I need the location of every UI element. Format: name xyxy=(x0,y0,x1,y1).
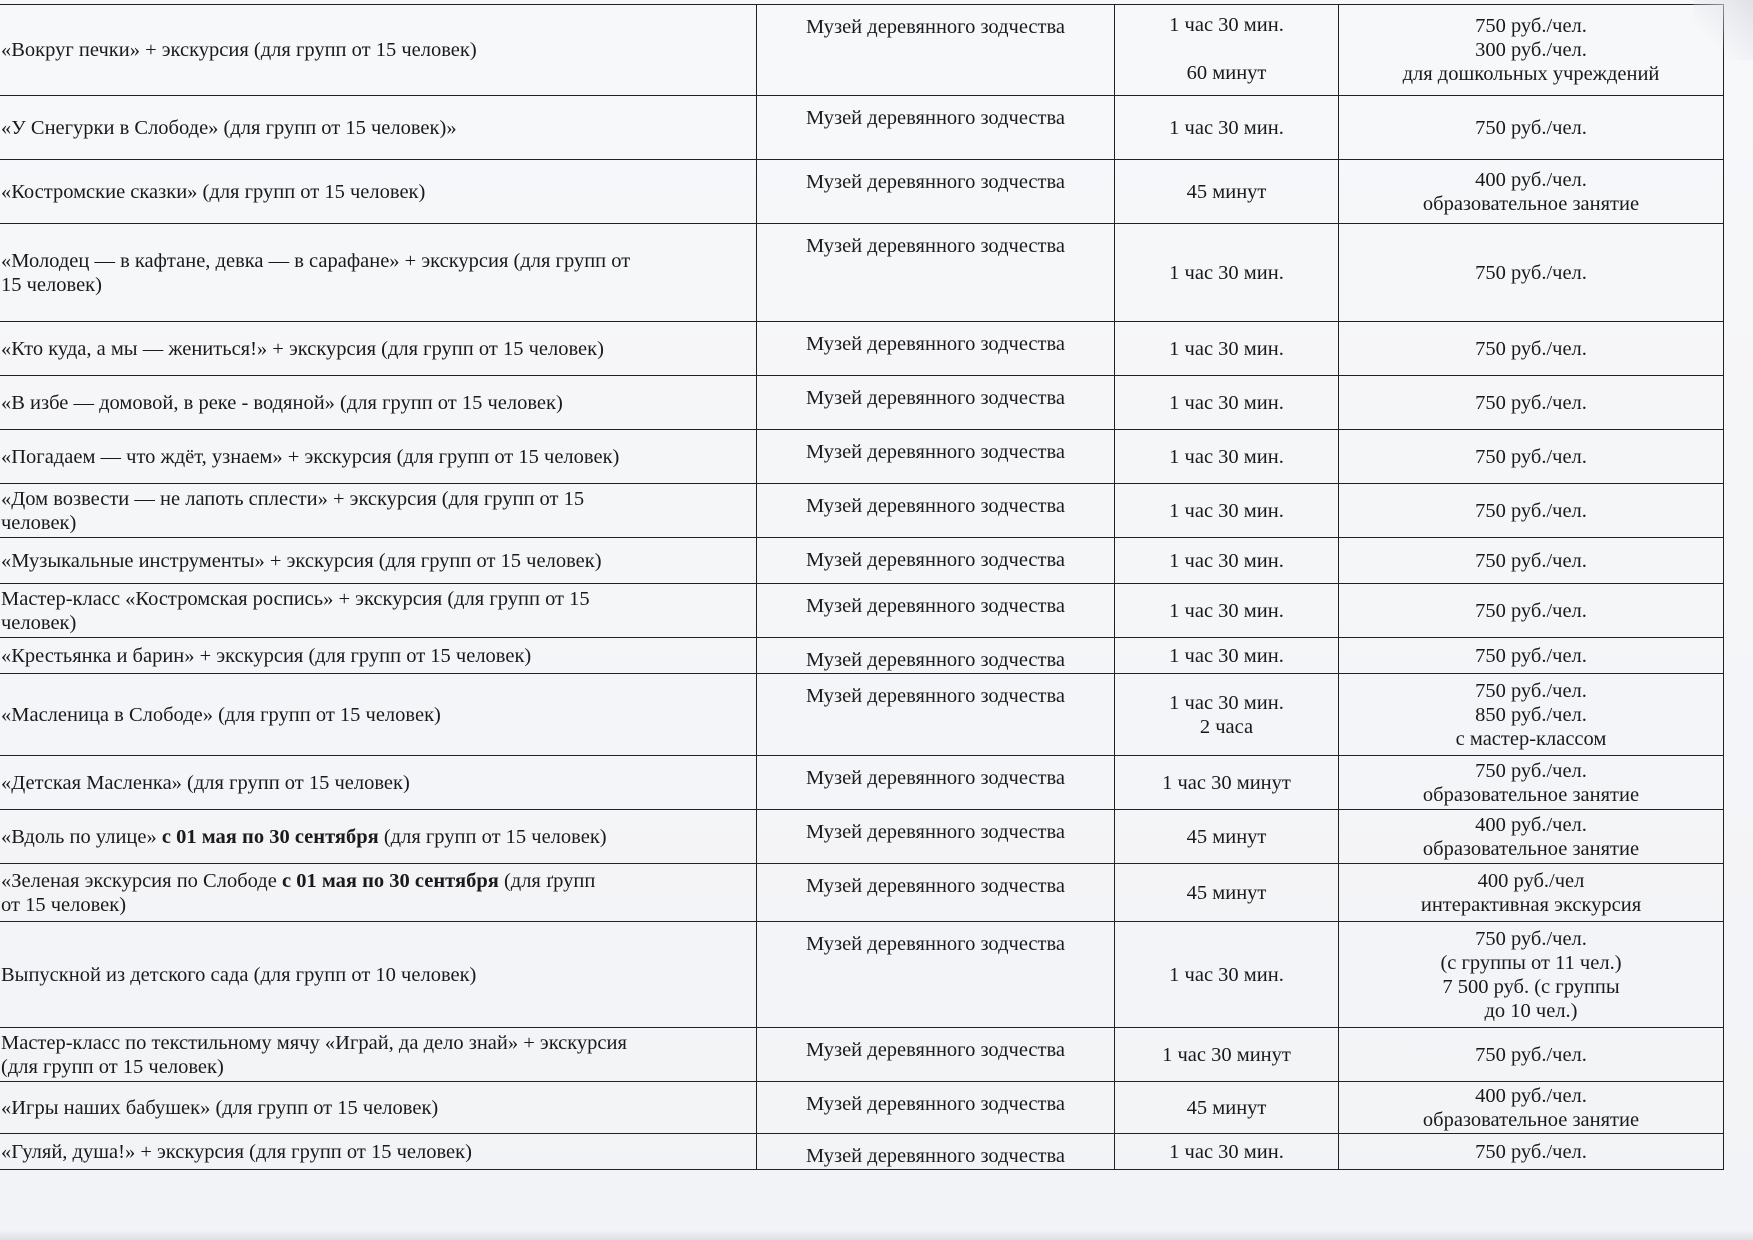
program-name-line: «Костромские сказки» (для групп от 15 человек) xyxy=(1,180,426,203)
table-row xyxy=(0,1134,1724,1170)
price-line: 750 руб./чел. xyxy=(1475,1043,1587,1066)
venue-cell xyxy=(757,538,1115,584)
price-cell xyxy=(1339,922,1724,1028)
price-cell xyxy=(1339,756,1724,810)
price-line: до 10 чел.) xyxy=(1484,999,1578,1022)
duration-cell xyxy=(1115,638,1339,674)
program-name-cell xyxy=(0,224,757,322)
duration-line: 1 час 30 минут xyxy=(1162,1043,1291,1066)
venue-cell xyxy=(757,674,1115,756)
program-name-line: «Масленица в Слободе» (для групп от 15 человек) xyxy=(1,703,441,726)
table-row xyxy=(0,224,1724,322)
program-name-cell xyxy=(0,1028,757,1082)
price-cell xyxy=(1339,5,1724,96)
price-cell xyxy=(1339,864,1724,922)
program-name-cell xyxy=(0,864,757,922)
venue-text: Музей деревянного зодчества xyxy=(806,1093,1065,1115)
price-cell xyxy=(1339,638,1724,674)
table-row xyxy=(0,810,1724,864)
program-name-line: от 15 человек) xyxy=(1,893,127,916)
venue-cell xyxy=(757,638,1115,674)
program-name-cell xyxy=(0,584,757,638)
venue-text: Музей деревянного зодчества xyxy=(806,595,1065,617)
price-cell xyxy=(1339,96,1724,160)
venue-text: Музей деревянного зодчества xyxy=(806,1039,1065,1061)
program-date-range: с 01 мая по 30 сентября xyxy=(161,825,379,848)
duration-line: 1 час 30 мин. xyxy=(1169,116,1284,139)
price-cell xyxy=(1339,538,1724,584)
duration-cell xyxy=(1115,864,1339,922)
duration-cell xyxy=(1115,584,1339,638)
duration-line: 1 час 30 мин. xyxy=(1169,499,1284,522)
price-line: 400 руб./чел. xyxy=(1475,813,1587,836)
price-line: образовательное занятие xyxy=(1422,192,1640,215)
program-name-line: (для групп от 15 человек) xyxy=(1,1055,224,1078)
venue-text: Музей деревянного зодчества xyxy=(806,1145,1065,1167)
duration-line: 1 час 30 мин. xyxy=(1169,391,1284,414)
duration-cell xyxy=(1115,1082,1339,1134)
duration-line: 1 час 30 мин. xyxy=(1169,337,1284,360)
price-cell xyxy=(1339,430,1724,484)
program-name-cell xyxy=(0,160,757,224)
program-name-cell xyxy=(0,922,757,1028)
duration-line: 1 час 30 мин. xyxy=(1169,549,1284,572)
price-line: 750 руб./чел. xyxy=(1475,15,1587,37)
program-name-text: «Вдоль по улице» xyxy=(1,825,162,848)
program-name-cell xyxy=(0,322,757,376)
venue-cell xyxy=(757,5,1115,96)
duration-cell xyxy=(1115,322,1339,376)
program-name-line: Мастер-класс по текстильному мячу «Играй, да дело знай» + экскурсия xyxy=(1,1031,627,1054)
table-row xyxy=(0,638,1724,674)
duration-line: 1 час 30 мин. xyxy=(1169,644,1284,667)
program-name-line: «Кто куда, а мы — жениться!» + экскурсия (для групп от 15 человек) xyxy=(1,337,604,360)
duration-line: 60 минут xyxy=(1186,62,1267,84)
program-date-range: с 01 мая по 30 сентября xyxy=(281,869,499,892)
venue-cell xyxy=(757,1134,1115,1170)
program-name-line: Выпускной из детского сада (для групп от 10 человек) xyxy=(1,963,477,986)
venue-text: Музей деревянного зодчества xyxy=(806,685,1065,707)
price-cell xyxy=(1339,584,1724,638)
price-line: образовательное занятие xyxy=(1422,783,1640,806)
price-line: 750 руб./чел. xyxy=(1475,391,1587,414)
price-cell xyxy=(1339,810,1724,864)
venue-cell xyxy=(757,864,1115,922)
duration-cell xyxy=(1115,96,1339,160)
program-name-line: «В избе — домовой, в реке - водяной» (для групп от 15 человек) xyxy=(1,391,563,414)
price-line: 300 руб./чел. xyxy=(1475,39,1587,61)
price-line: 750 руб./чел. xyxy=(1475,261,1587,284)
venue-cell xyxy=(757,1082,1115,1134)
venue-text: Музей деревянного зодчества xyxy=(806,107,1065,129)
table-row xyxy=(0,922,1724,1028)
table-row xyxy=(0,96,1724,160)
scan-corner-shadow xyxy=(1693,0,1753,60)
duration-line: 45 минут xyxy=(1186,1096,1267,1119)
venue-cell xyxy=(757,756,1115,810)
table-row xyxy=(0,322,1724,376)
program-name-cell xyxy=(0,376,757,430)
duration-line: 45 минут xyxy=(1186,180,1267,203)
price-line: для дошкольных учреждений xyxy=(1402,63,1660,85)
program-name-cell xyxy=(0,756,757,810)
duration-line: 45 минут xyxy=(1186,825,1267,848)
price-cell xyxy=(1339,1134,1724,1170)
price-line: 750 руб./чел. xyxy=(1475,759,1587,782)
program-name-line: «Погадаем — что ждёт, узнаем» + экскурсия (для групп от 15 человек) xyxy=(1,445,620,468)
price-line: 750 руб./чел. xyxy=(1475,644,1587,667)
spacer-line xyxy=(1119,37,1334,61)
duration-line: 2 часа xyxy=(1199,715,1254,738)
venue-text: Музей деревянного зодчества xyxy=(806,387,1065,409)
duration-cell xyxy=(1115,430,1339,484)
program-name-line: 15 человек) xyxy=(1,273,102,296)
table-row xyxy=(0,1028,1724,1082)
scan-bottom-edge xyxy=(0,1230,1753,1240)
duration-cell xyxy=(1115,484,1339,538)
venue-text: Музей деревянного зодчества xyxy=(806,235,1065,257)
price-line: 400 руб./чел xyxy=(1477,869,1585,892)
excursion-price-table xyxy=(0,4,1724,1170)
program-name-line: «Музыкальные инструменты» + экскурсия (для групп от 15 человек) xyxy=(1,549,602,572)
program-name-line: «Вокруг печки» + экскурсия (для групп от 15 человек) xyxy=(1,39,477,61)
duration-line: 1 час 30 мин. xyxy=(1169,599,1284,622)
table-row xyxy=(0,376,1724,430)
duration-cell xyxy=(1115,5,1339,96)
program-name-line: Мастер-класс «Костромская роспись» + экскурсия (для групп от 15 xyxy=(1,587,590,610)
table-row xyxy=(0,584,1724,638)
program-name-line xyxy=(1,869,752,893)
price-line: (с группы от 11 чел.) xyxy=(1440,951,1622,974)
venue-text: Музей деревянного зодчества xyxy=(806,767,1065,789)
table-body xyxy=(0,5,1724,1170)
venue-cell xyxy=(757,96,1115,160)
price-cell xyxy=(1339,322,1724,376)
duration-line: 1 час 30 мин. xyxy=(1169,261,1284,284)
program-name-cell xyxy=(0,5,757,96)
price-line: образовательное занятие xyxy=(1422,1108,1640,1131)
duration-cell xyxy=(1115,1134,1339,1170)
venue-cell xyxy=(757,224,1115,322)
price-line: 750 руб./чел. xyxy=(1475,599,1587,622)
price-line: 750 руб./чел. xyxy=(1475,116,1587,139)
program-name-line: «Детская Масленка» (для групп от 15 человек) xyxy=(1,771,410,794)
price-line: 850 руб./чел. xyxy=(1475,703,1587,726)
program-name-line: «Крестьянка и барин» + экскурсия (для групп от 15 человек) xyxy=(1,644,532,667)
table-row xyxy=(0,756,1724,810)
table-row xyxy=(0,864,1724,922)
venue-text: Музей деревянного зодчества xyxy=(806,441,1065,463)
venue-text: Музей деревянного зодчества xyxy=(806,933,1065,955)
price-cell xyxy=(1339,376,1724,430)
table-row xyxy=(0,538,1724,584)
program-name-line xyxy=(1,825,752,849)
table-row xyxy=(0,1082,1724,1134)
program-name-cell xyxy=(0,674,757,756)
venue-cell xyxy=(757,430,1115,484)
venue-cell xyxy=(757,376,1115,430)
duration-cell xyxy=(1115,922,1339,1028)
program-name-cell xyxy=(0,538,757,584)
program-name-line: человек) xyxy=(1,611,77,634)
price-line: 750 руб./чел. xyxy=(1475,679,1587,702)
program-name-line: «Гуляй, душа!» + экскурсия (для групп от 15 человек) xyxy=(1,1140,472,1163)
venue-text: Музей деревянного зодчества xyxy=(806,333,1065,355)
price-cell xyxy=(1339,1028,1724,1082)
price-line: 750 руб./чел. xyxy=(1475,337,1587,360)
program-name-cell xyxy=(0,96,757,160)
duration-line: 1 час 30 мин. xyxy=(1169,14,1284,36)
program-name-cell xyxy=(0,430,757,484)
venue-text: Музей деревянного зодчества xyxy=(806,171,1065,193)
venue-cell xyxy=(757,322,1115,376)
program-name-cell xyxy=(0,810,757,864)
program-name-line: «Молодец — в кафтане, девка — в сарафане» + экскурсия (для групп от xyxy=(1,249,631,272)
venue-text: Музей деревянного зодчества xyxy=(806,549,1065,571)
price-line: 750 руб./чел. xyxy=(1475,445,1587,468)
program-name-line: «Игры наших бабушек» (для групп от 15 человек) xyxy=(1,1096,439,1119)
price-line: с мастер-классом xyxy=(1455,727,1607,750)
venue-cell xyxy=(757,160,1115,224)
price-line: 750 руб./чел. xyxy=(1475,549,1587,572)
venue-cell xyxy=(757,922,1115,1028)
price-line: 750 руб./чел. xyxy=(1475,1140,1587,1163)
program-name-cell xyxy=(0,484,757,538)
table-row xyxy=(0,484,1724,538)
price-line: 400 руб./чел. xyxy=(1475,1084,1587,1107)
price-line: 7 500 руб. (с группы xyxy=(1442,975,1620,998)
program-name-text: (для групп от 15 человек) xyxy=(378,825,607,848)
table-row xyxy=(0,160,1724,224)
price-cell xyxy=(1339,674,1724,756)
venue-cell xyxy=(757,584,1115,638)
table-row xyxy=(0,674,1724,756)
duration-cell xyxy=(1115,1028,1339,1082)
duration-line: 45 минут xyxy=(1186,881,1267,904)
price-cell xyxy=(1339,160,1724,224)
duration-cell xyxy=(1115,160,1339,224)
venue-text: Музей деревянного зодчества xyxy=(806,875,1065,897)
program-name-text: «Зеленая экскурсия по Слободе xyxy=(1,869,282,892)
duration-line: 1 час 30 мин. xyxy=(1169,691,1284,714)
price-line: 400 руб./чел. xyxy=(1475,168,1587,191)
table-row xyxy=(0,5,1724,96)
program-name-line: «У Снегурки в Слободе» (для групп от 15 человек)» xyxy=(1,116,457,139)
venue-text: Музей деревянного зодчества xyxy=(806,495,1065,517)
duration-cell xyxy=(1115,674,1339,756)
venue-cell xyxy=(757,484,1115,538)
venue-text: Музей деревянного зодчества xyxy=(806,821,1065,843)
venue-cell xyxy=(757,810,1115,864)
price-line: 750 руб./чел. xyxy=(1475,927,1587,950)
duration-line: 1 час 30 мин. xyxy=(1169,445,1284,468)
duration-line: 1 час 30 мин. xyxy=(1169,963,1284,986)
program-name-cell xyxy=(0,638,757,674)
price-line: 750 руб./чел. xyxy=(1475,499,1587,522)
price-cell xyxy=(1339,1082,1724,1134)
venue-text: Музей деревянного зодчества xyxy=(806,649,1065,671)
venue-text: Музей деревянного зодчества xyxy=(806,16,1065,38)
duration-cell xyxy=(1115,376,1339,430)
duration-cell xyxy=(1115,224,1339,322)
duration-line: 1 час 30 минут xyxy=(1162,771,1291,794)
program-name-text: (для ґрупп xyxy=(498,869,596,892)
price-line: образовательное занятие xyxy=(1422,837,1640,860)
venue-cell xyxy=(757,1028,1115,1082)
price-cell xyxy=(1339,484,1724,538)
program-name-line: человек) xyxy=(1,511,77,534)
price-cell xyxy=(1339,224,1724,322)
table-row xyxy=(0,430,1724,484)
duration-cell xyxy=(1115,756,1339,810)
program-name-line: «Дом возвести — не лапоть сплести» + экскурсия (для групп от 15 xyxy=(1,487,585,510)
duration-line: 1 час 30 мин. xyxy=(1169,1140,1284,1163)
duration-cell xyxy=(1115,810,1339,864)
price-line: интерактивная экскурсия xyxy=(1420,893,1642,916)
program-name-cell xyxy=(0,1082,757,1134)
duration-cell xyxy=(1115,538,1339,584)
program-name-cell xyxy=(0,1134,757,1170)
